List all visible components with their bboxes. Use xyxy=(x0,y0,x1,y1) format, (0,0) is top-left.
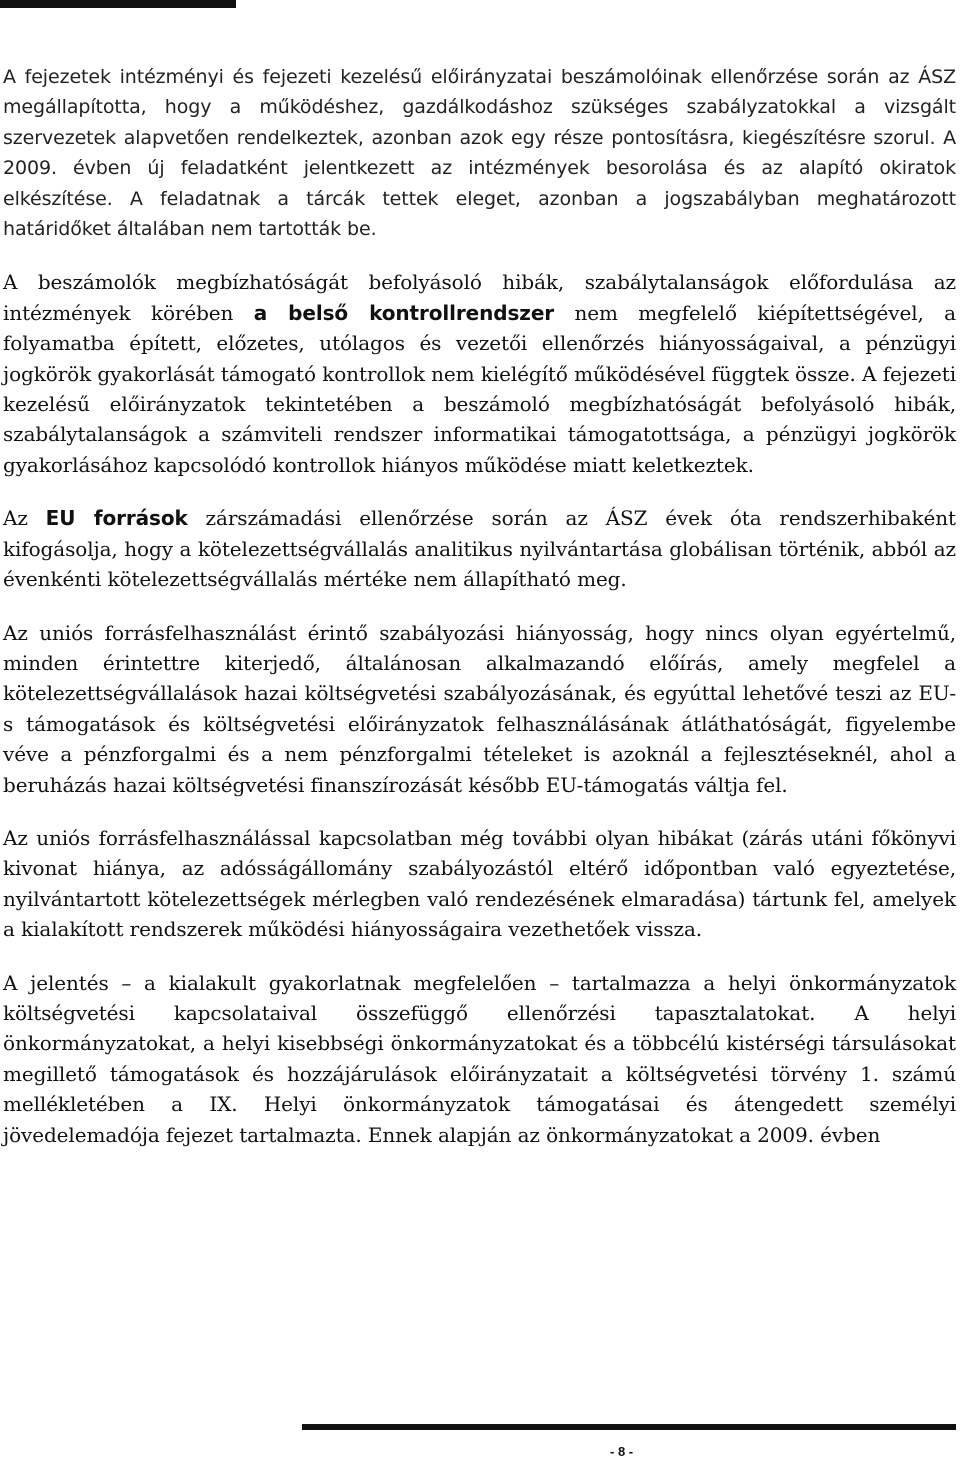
paragraph-1 xyxy=(3,62,956,244)
paragraph-3 xyxy=(3,503,956,594)
internal-control-system-highlight: a belső kontrollrendszer xyxy=(253,300,555,325)
paragraph-6: A jelentés – a kialakult gyakorlatnak megfelelően – tartalmazza a helyi önkormányzatok költségvetési kapcsolataival összefüggő ellenőrzési tapasztalatokat. A helyi önkormányzatokat, a helyi kisebbségi önkormányzatokat és a többcélú kistérségi társulásokat megillető támogatások és hozzájárulások előirányzatait a költségvetési törvény 1. számú mellékletében a IX. Helyi önkormányzatok támogatásai és átengedett személyi jövedelemadója fejezet tartalmazta. Ennek alapján az önkormányzatokat a 2009. évben xyxy=(3,970,956,1147)
header-rule xyxy=(0,0,236,8)
paragraph-1-text-b: A feladatnak a tárcák tettek eleget, azonban a jogszabályban meghatározott határidőket általában nem tartották be. xyxy=(3,187,956,241)
paragraph-5: Az uniós forrásfelhasználással kapcsolatban még további olyan hibákat (zárás utáni főkönyvi kivonat hiánya, az adósságállomány szabályozástól eltérő időpontban való egyeztetése, nyilvántartott kötelezettségek mérlegben való rendezésének elmaradása) tártunk fel, amelyek a kialakított rendszerek működési hiányosságaira vezethetőek vissza. xyxy=(3,825,956,942)
paragraph-2-text-b: nem megfelelő kiépítettségével, a folyamatba épített, előzetes, utólagos és vezetői ellenőrzés hiányosságaival, a pénzügyi jogkörök gyakorlását támogató kontrollok nem kielégítő működésével függtek össze. A fejezeti kezelésű előirányzatok tekintetében a beszámoló megbízhatóságát befolyásoló hibák, szabálytalanságok a számviteli rendszer informatikai támogatottsága, a pénzügyi jogkörök gyakorlásához kapcsolódó kontrollok hiányos működése miatt keletkeztek. xyxy=(3,300,956,477)
paragraph-3-text-a: Az xyxy=(3,506,46,531)
paragraph-3-text-b: zárszámadási ellenőrzése során az ÁSZ évek óta rendszerhibaként kifogásolja, hogy a kötelezettségvállalás analitikus nyilvántartása globálisan történik, abból az évenkénti kötelezettségvállalás mértéke nem állapítható meg. xyxy=(3,506,956,592)
document-body xyxy=(3,62,956,1173)
footer-rule xyxy=(302,1424,956,1430)
eu-sources-highlight: EU források xyxy=(45,506,188,531)
paragraph-2-text-a: A beszámolók megbízhatóságát befolyásoló hibák, szabálytalanságok előfordulása az intézmények körében xyxy=(3,270,956,325)
paragraph-1-text-a: A fejezetek intézményi és fejezeti kezelésű előirányzatai beszámolóinak ellenőrzése során az ÁSZ megállapította, hogy a működéshez, gazdálkodáshoz szükséges szabályzatokkal a vizsgált szervezetek alapvetően rendelkeztek, azonban azok egy része pontosításra, kiegészítésre szorul. A 2009. évben új feladatként jelentkezett az intézmények besorolása és az alapító okiratok elkészítése. xyxy=(3,66,956,210)
paragraph-4: Az uniós forrásfelhasználást érintő szabályozási hiányosság, hogy nincs olyan egyértelmű, minden érintettre kiterjedő, általánosan alkalmazandó előírás, amely megfelel a kötelezettségvállalások hazai költségvetési szabályozásának, és egyúttal lehetővé teszi az EU-s támogatások és költségvetési előirányzatok felhasználásának átláthatóságát, figyelembe véve a pénzforgalmi és a nem pénzforgalmi tételeket is azoknál a fejlesztéseknél, ahol a beruházás hazai költségvetési finanszírozását később EU-támogatás váltja fel. xyxy=(3,620,956,797)
paragraph-2 xyxy=(3,267,956,480)
page-number: - 8 - xyxy=(610,1444,634,1459)
